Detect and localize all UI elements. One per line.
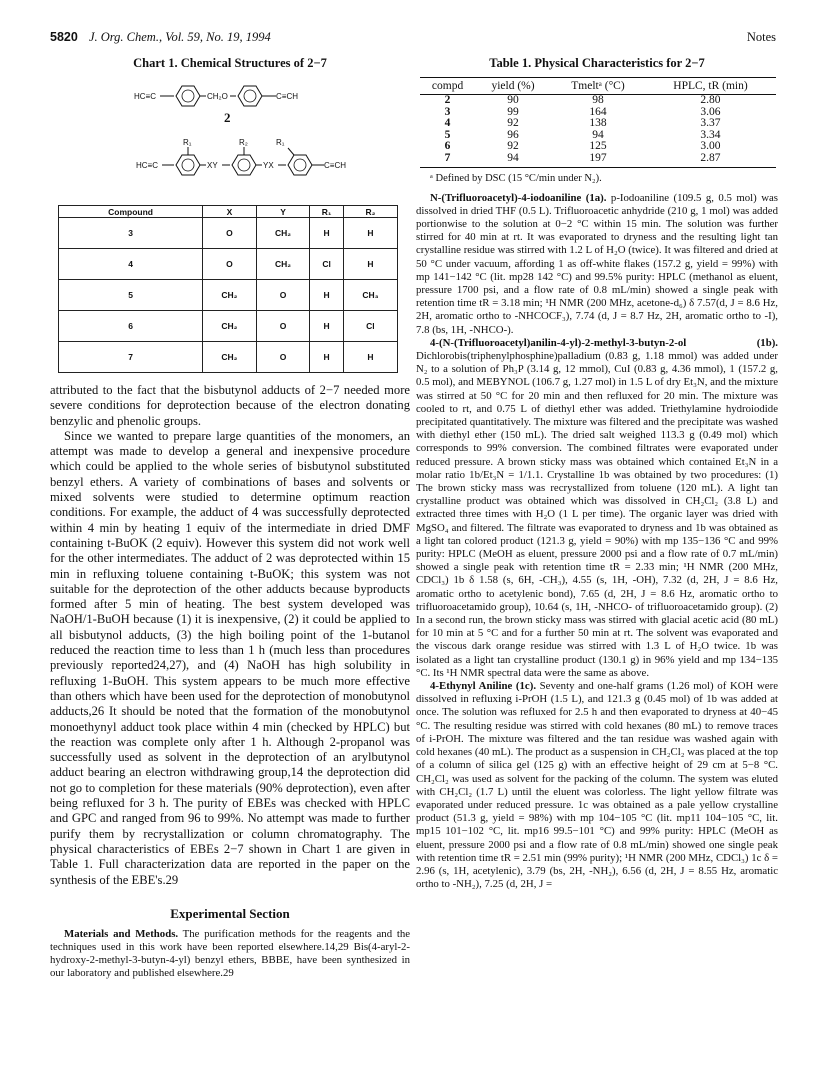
paragraph-text: The purification methods for the reagents and the techniques used in this work have been reported elsewhere.14,29 Bis(4-aryl-2-hydroxy-2-methyl-3-butyn-4-yl) benzyl ethers, BBBE, have been synthesized in our laboratory and published elsewhere.29 <box>50 927 411 980</box>
table-cell: 3.06 <box>700 105 721 118</box>
header-cell: yield (%) <box>475 78 551 95</box>
table-cell: 5 <box>444 128 451 141</box>
journal-citation: J. Org. Chem., Vol. 59, No. 19, 1994 <box>88 30 271 44</box>
table-cell: H <box>343 342 397 373</box>
table-cell: 3 <box>59 218 203 249</box>
table-header-row <box>420 78 776 95</box>
table-cell: 3.37 <box>700 117 721 130</box>
paragraph-heading: 4-Ethynyl Aniline (1c). <box>430 680 537 693</box>
paragraph-heading: 4-(N-(Trifluoroacetyl)anilin-4-yl)-2-methyl-3-butyn-2-ol (1b). <box>430 336 778 349</box>
page-header <box>50 30 776 48</box>
table-cell: CH₂ <box>203 280 257 311</box>
table-title: Table 1. Physical Characteristics for 2−7 <box>489 56 705 70</box>
table-cell: H <box>310 342 343 373</box>
benzene-ring-3 <box>176 155 200 175</box>
table-cell: O <box>256 280 310 311</box>
table-row <box>420 153 776 167</box>
table-row <box>59 218 398 249</box>
page-number: 5820 <box>50 30 78 44</box>
body-paragraph: Since we wanted to prepare large quantities of the monomers, an attempt was made to develop a general and inexpensive procedure which could be applied to the whole series of bisbutynol substituted benzyl ethers. A variety of combinations of bases and solvents or mixed solvents were studied to determine optimum reaction conditions. For example, the adduct of 4 was successfully deprotected within 4 min by heating 1 equiv of the intermediate in dried DMF containing t-BuOK (2 equiv). However this system did not work well for the other intermediates. The adduct of 2 was deprotected within 15 min in refluxing toluene containing t-BuOK; this system was not suitable for the deprotection of the other adducts because byproducts formed after 5 min of heating. The best system developed was NaOH/1-BuOH because (1) it is inexpensive, (2) it could be applied to all bisbutynol adducts, (3) the high boiling point of the 1-butanol reduced the reaction time to less than 1 h (much less than procedures previously reported24,27), and (4) NaOH has high solubility in refluxing 1-BuOH. This system appears to be much more effective than others which have been used for the deprotection of monobutynol adducts,26 It should be noted that the formation of the monobutynol monoethynyl adduct took place within 4 min (checked by HPLC) but the reaction was complete only after 1 h. Although 2-propanol was successfully used as solvent in the deprotection of an arylbutynol adduct bearing an electron withdrawing group,14 the deprotection did not go to completion for these materials (90% deprotection), even after being refluxed for 3 h. The purity of EBEs was checked with HPLC and GPC and ranged from 96 to 99%. No attempt was made to further purify them by recrystallization or column chromatography. The physical characteristics of EBEs 2−7 shown in Chart 1 are given in Table 1. Full characterization data are reported in the paper on the synthesis of the EBE's.29 <box>50 428 410 887</box>
header-cell: R₁ <box>310 206 343 218</box>
paragraph-heading: Materials and Methods. <box>64 927 179 940</box>
paragraph-text: Dichlorobis(triphenylphosphine)palladium (0.83 g, 1.18 mmol) was added under N₂ to a solution of Ph₃P (3.14 g, 12 mmol), CuI (0.83 g, 4.36 mmol), 1 (157.2 g, 0.5 mol), and MEBYNOL (106.7 g, 1.27 mol) in 1.5 L of dry Et₃N, and the mixture was stirred at 50 °C for 20 min and then refluxed for 20 min. The mixture was cooled to rt, and 0.75 L of diethyl ether was added. Triethylamine hydroiodide precipitated quantitatively. The mixture was filtered and the precipitate was washed with diethyl ether (150 mL). The dried salt weighed 113.3 g (0.49 mol) which corresponds to 99% conversion. The combined filtrates were evaporated under reduced pressure. A brown sticky mass was obtained which contained Et₃N in a molar ratio 1b/Et₃N = 1/1.1. Crystalline 1b was obtained by two procedures: (1) The brown sticky mass was recrystallized from toluene (120 mL). A light tan crystalline product was obtained which was dissolved in CH₂Cl₂ (3.8 L) and extracted three times with H₂O (1 L per time). The organic layer was dried with MgSO₄ and filtered. The filtrate was evaporated to dryness and 1b was obtained as a light tan colored product (121.3 g, yield = 90%) with mp 135−136 °C and 99% purity: HPLC (MeOH as eluent, pressure 2000 psi and a flow rate of 0.7 mL/min) showed a single peak with retention time tR = 2.33 min; ¹H NMR (200 MHz, CDCl₃) 1b δ 1.58 (s, 6H, -CH₃), 4.55 (s, 1H, -OH), 7.32 (d, 2H, J = 8.6 Hz, aromatic ortho to acetylenic bond), 7.65 (d, 2H, J = 8.6 Hz, aromatic ortho to trifluoroacetamido group), 10.64 (s, 1H, -NHCO- of trifluoroacetamido group). (2) In a second run, the brown sticky mass was stirred with glacial acetic acid (80 mL) for 10 min at 5 °C and for a further 50 min at rt. The solvent was evaporated and the viscous dark orange residue was stirred with 1.3 L of H₂O twice. 1b was isolated as a light tan crystalline product (130.1 g) in 96% yield and mp 134−135 °C. Its ¹H NMR spectral data were the same as above. <box>416 350 778 679</box>
body-paragraph <box>416 192 778 337</box>
table-cell: O <box>203 249 257 280</box>
struct-r1-left: R₁ <box>183 138 192 147</box>
table-cell: 98 <box>592 94 604 106</box>
paragraph-text: Seventy and one-half grams (1.26 mol) of KOH were dissolved in refluxing i-PrOH (1.5 L), and 121.3 g (0.45 mol) of 1b was added at once. The solution was refluxed for 2.5 h and then evaporated to dryness at 40−45 °C. The resulting residue was stirred with cold hexanes (80 mL) to remove traces of i-PrOH. The mixture was filtered and the tan residue was washed again with cold hexanes (40 mL). The product as a suspension in CH₂Cl₂ was placed at the top of a column of silica gel (125 g) with an effective height of 29 cm at 5−8 °C. CH₂Cl₂ was used as solvent for the packing of the column. The system was eluted with CH₂Cl₂ (1.7 L) until the eluent was colorless. The light yellow filtrate was evaporated under reduced pressure. 1c was obtained as a pale yellow crystalline product (51.3 g, yield = 98%) with mp 104−105 °C (lit. mp11 104−105 °C, lit. mp15 101−102 °C, lit. mp16 99.5−101 °C) and 99% purity: HPLC (MeOH as eluent, pressure 2000 psi and a flow rate of 0.8 mL/min) showed one single peak with retention time tR = 2.51 min (99% purity); ¹H NMR (200 MHz, CDCl₃) 1c δ = 2.96 (s, 1H, acetylenic), 3.79 (bs, 2H, -NH₂), 6.56 (d, 2H, J = 8.55 Hz, aromatic ortho to -NH₂), 7.25 (d, 2H, J = <box>416 680 778 891</box>
table-cell: H <box>343 218 397 249</box>
table-cell: 6 <box>444 140 451 153</box>
table-cell: 197 <box>551 153 645 167</box>
table-cell: 94 <box>592 128 604 141</box>
table-cell: 96 <box>507 128 519 141</box>
benzene-ring-4 <box>232 155 256 175</box>
paragraph-heading: N-(Trifluoroacetyl)-4-iodoaniline (1a). <box>430 191 607 204</box>
table-row <box>59 311 398 342</box>
struct-hcc-bottom: HC≡C <box>136 161 158 170</box>
table-cell: CH₂ <box>256 218 310 249</box>
table-cell: 3.34 <box>700 128 721 141</box>
chemical-structures-figure <box>50 77 410 205</box>
header-cell: Tmeltᵃ (°C) <box>551 78 645 95</box>
table-cell: H <box>343 249 397 280</box>
table-cell: 5 <box>59 280 203 311</box>
struct-r1-right: R₁ <box>276 138 285 147</box>
table-cell: 7 <box>420 153 475 167</box>
table-cell: 99 <box>507 105 519 118</box>
substituent-table <box>58 205 398 373</box>
table-row <box>59 280 398 311</box>
table-cell: CH₂ <box>203 342 257 373</box>
table-row <box>420 95 776 107</box>
table-footnote: ᵃ Defined by DSC (15 °C/min under N₂). <box>430 172 602 184</box>
table-cell: 7 <box>59 342 203 373</box>
table-cell: 2.80 <box>700 94 721 106</box>
body-paragraph <box>416 680 778 891</box>
table-cell: 92 <box>507 117 519 130</box>
substituent-table-header <box>59 206 398 218</box>
struct-hcc-top: HC≡C <box>134 92 156 101</box>
table-cell: 90 <box>507 94 519 106</box>
table-cell: 3 <box>444 105 451 118</box>
section-heading: Experimental Section <box>170 905 290 921</box>
table-cell: 94 <box>475 153 551 167</box>
physical-characteristics-table <box>420 77 776 168</box>
right-column <box>416 56 778 891</box>
struct-xy: XY <box>207 161 218 170</box>
header-cell: HPLC, tR (min) <box>645 78 776 95</box>
table-cell: CH₃ <box>343 280 397 311</box>
table-cell: O <box>203 218 257 249</box>
table-cell: 2.87 <box>645 153 776 167</box>
struct-r2: R₂ <box>239 138 248 147</box>
table-cell: 4 <box>444 117 451 130</box>
table-cell: 4 <box>59 249 203 280</box>
benzene-ring-1 <box>176 86 200 106</box>
table-cell: 125 <box>589 140 607 153</box>
table-cell: O <box>256 342 310 373</box>
table-cell: 164 <box>589 105 607 118</box>
header-cell: Y <box>256 206 310 218</box>
header-cell: R₂ <box>343 206 397 218</box>
paragraph-text: p-Iodoaniline (109.5 g, 0.5 mol) was dissolved in dried THF (0.5 L). Trifluoroacetic anhydride (210 g, 1 mol) was added portionwise to the solution at 0−2 °C within 15 min. The solution was further stirred for 40 min at rt. It was evaporated to dryness and the resulting light tan crystalline residue was stirred with 1.2 L of H₂O (twice). It was filtered and dried at 50 °C under vacuum, affording 1 as off-white flakes (157.2 g, yield = 99%) with mp 141−142 °C (lit. mp28 142 °C) and 99.5% purity: HPLC (methanol as eluent, pressure 1700 psi, and a flow rate of 0.8 mL/min) showed a single peak with retention time tR = 3.18 min; ¹H NMR (200 MHz, acetone-d₆) δ 7.57(d, J = 8.6 Hz, 2H, aromatic ortho to -NHCOCF₃), 7.74 (d, J = 8.7 Hz, 2H, aromatic ortho to -I), 7.8 (bs, 1H, -NHCO-). <box>416 191 778 336</box>
table-cell: H <box>310 311 343 342</box>
table-cell: 92 <box>507 140 519 153</box>
benzene-ring-2 <box>238 86 262 106</box>
table-cell: Cl <box>343 311 397 342</box>
table-cell: H <box>310 218 343 249</box>
section-label: Notes <box>746 30 776 44</box>
header-cell: X <box>203 206 257 218</box>
table-row <box>59 342 398 373</box>
struct-cch-top: C≡CH <box>276 92 298 101</box>
benzene-ring-5 <box>288 155 312 175</box>
table-cell: 3.00 <box>700 140 721 153</box>
body-paragraph: attributed to the fact that the bisbutynol adducts of 2−7 needed more severe conditions for deprotection because of the electron donating benzylic and phenolic groups. <box>50 383 410 428</box>
table-cell: 138 <box>589 117 607 130</box>
table-row <box>59 249 398 280</box>
table-cell: CH₂ <box>203 311 257 342</box>
header-cell: compd <box>420 78 475 95</box>
left-column <box>50 56 410 981</box>
table-cell: 2 <box>444 94 451 106</box>
body-paragraph <box>416 337 778 680</box>
table-cell: 6 <box>59 311 203 342</box>
compound-2-label: 2 <box>224 110 231 125</box>
struct-cch-bottom: C≡CH <box>324 161 346 170</box>
table-cell: Cl <box>310 249 343 280</box>
struct-ch2o: CH₂O <box>207 92 228 101</box>
table-cell: H <box>310 280 343 311</box>
struct-yx: YX <box>263 161 274 170</box>
chart-title: Chart 1. Chemical Structures of 2−7 <box>133 56 327 70</box>
header-cell: Compound <box>59 206 203 218</box>
table-cell: O <box>256 311 310 342</box>
table-cell: CH₂ <box>256 249 310 280</box>
body-paragraph <box>50 928 410 981</box>
